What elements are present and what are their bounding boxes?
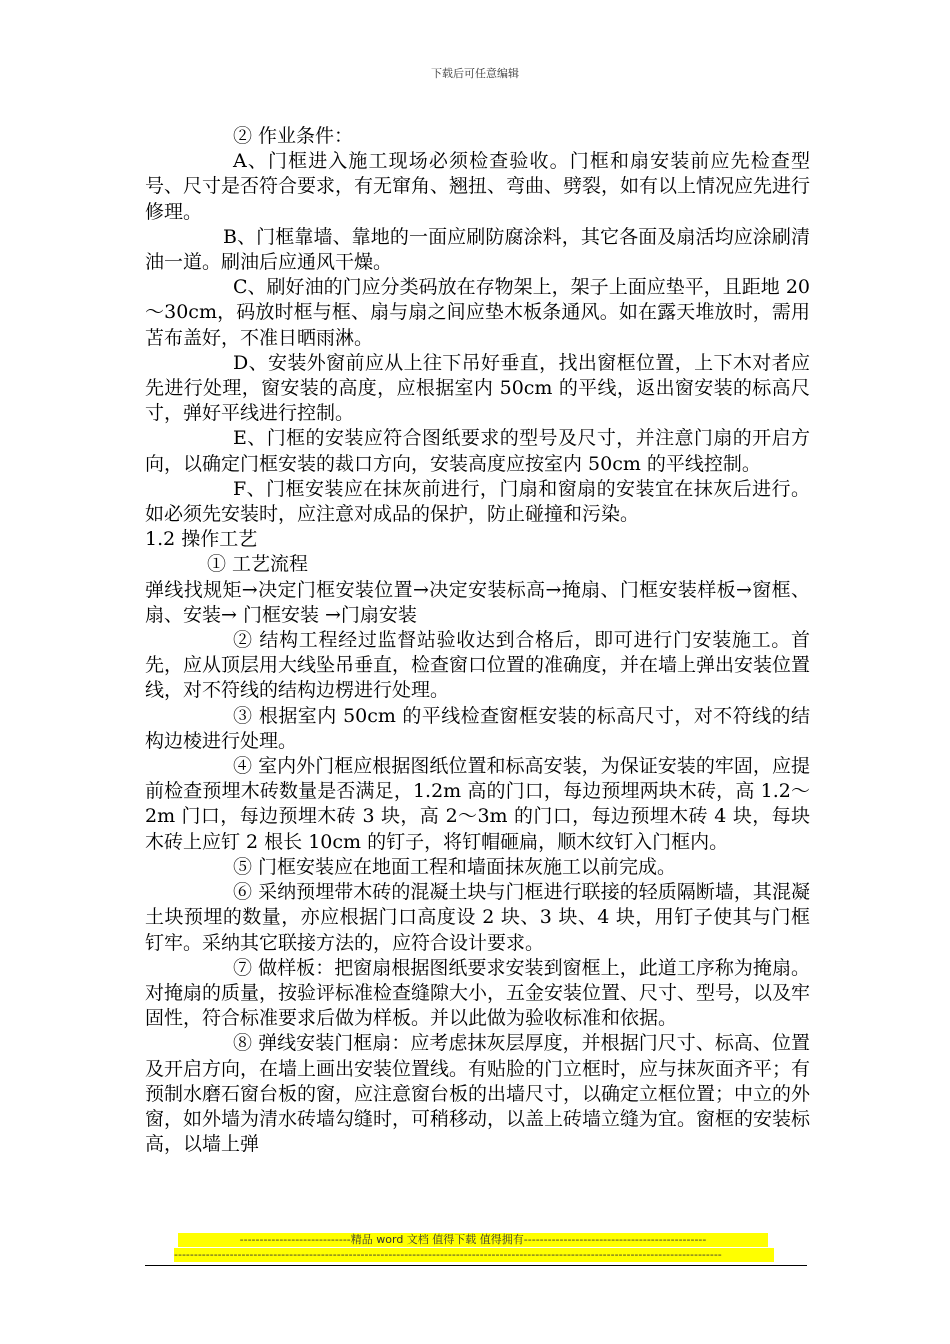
section-heading-1-2: 1.2 操作工艺 (145, 528, 258, 551)
process-flow: 弹线找规矩→决定门框安装位置→决定安装标高→掩扇、门框安装样板→窗框、扇、安装→ 门框安装 →门扇安装 (145, 578, 810, 626)
paragraph-d: D、安装外窗前应从上往下吊好垂直，找出窗框位置，上下木对者应先进行处理，窗安装的高度，应根据室内 50cm 的平线，返出窗安装的标高尺寸，弹好平线进行控制。 (145, 351, 810, 425)
paragraph-step-4: ④ 室内外门框应根据图纸位置和标高安装，为保证安装的牢固，应提前检查预埋木砖数量是否满足，1.2m 高的门口，每边预埋两块木砖，高 1.2～2m 门口，每边预埋木砖 3 块，高 2～3m 的门口，每边预埋木砖 4 块，每块木砖上应钉 2 根长 10cm 的钉子，将钉帽砸扁，顺木纹钉入门框内。 (145, 755, 810, 853)
paragraph-step-3: ③ 根据室内 50cm 的平线检查窗框安装的标高尺寸，对不符线的结构边棱进行处理。 (145, 704, 810, 752)
paragraph-step-7: ⑦ 做样板：把窗扇根据图纸要求安装到窗框上，此道工序称为掩扇。对掩扇的质量，按验评标准检查缝隙大小，五金安装位置、尺寸、型号，以及牢固性，符合标准要求后做为样板。并以此做为验收标准和依据。 (145, 956, 811, 1030)
paragraph-e: E、门框的安装应符合图纸要求的型号及尺寸，并注意门扇的开启方向，以确定门框安装的裁口方向，安装高度应按室内 50cm 的平线控制。 (145, 427, 810, 475)
section-conditions-heading: ② 作业条件： (233, 125, 354, 147)
document-body (145, 124, 810, 1157)
footer-divider (145, 1265, 807, 1266)
paragraph-step-5: ⑤ 门框安装应在地面工程和墙面抹灰施工以前完成。 (233, 855, 677, 878)
paragraph-f: F、门框安装应在抹灰前进行，门扇和窗扇的安装宜在抹灰后进行。如必须先安装时，应注意对成品的保护，防止碰撞和污染。 (145, 477, 810, 526)
paragraph-c: C、刷好油的门应分类码放在存物架上，架子上面应垫平，且距地 20～30cm，码放时框与框、扇与扇之间应垫木板条通风。如在露天堆放时，需用苫布盖好，不准日晒雨淋。 (145, 276, 810, 349)
paragraph-step-8: ⑧ 弹线安装门框扇：应考虑抹灰层厚度，并根据门尺寸、标高、位置及开启方向，在墙上画出安装位置线。有贴脸的门立框时，应与抹灰面齐平；有预制水磨石窗台板的窗，应注意窗台板的出墙尺寸，以确定立框位置；中立的外窗，如外墙为清水砖墙勾缝时，可稍移动，以盖上砖墙立缝为宜。窗框的安装标高，以墙上弹 (145, 1032, 811, 1156)
paragraph-b: B、门框靠墙、靠地的一面应刷防腐涂料，其它各面及扇活均应涂刷清油一道。刷油后应通风干燥。 (145, 225, 810, 274)
header-note: 下载后可任意编辑 (431, 67, 519, 80)
paragraph-a: A、门框进入施工现场必须检查验收。门框和扇安装前应先检查型号、尺寸是否符合要求，有无窜角、翘扭、弯曲、劈裂，如有以上情况应先进行修理。 (145, 150, 811, 223)
paragraph-step-6: ⑥ 采纳预埋带木砖的混凝土块与门框进行联接的轻质隔断墙，其混凝土块预埋的数量，亦应根据门口高度设 2 块、3 块、4 块，用钉子使其与门框钉牢。采纳其它联接方法的，应符合设计要求。 (145, 881, 810, 954)
process-flow-heading: ① 工艺流程 (207, 553, 309, 576)
footer-banner: ----------------------------精品 word 文档 值得下载 值得拥有---------------------------------------------- (178, 1233, 768, 1247)
paragraph-step-2: ② 结构工程经过监督站验收达到合格后，即可进行门安装施工。首先，应从顶层用大线坠吊垂直，检查窗口位置的准确度，并在墙上弹出安装位置线，对不符线的结构边楞进行处理。 (145, 629, 811, 702)
footer-banner-dashes: ------------------------------------------------------------------------------------------------------------------------------------------ (174, 1248, 774, 1262)
